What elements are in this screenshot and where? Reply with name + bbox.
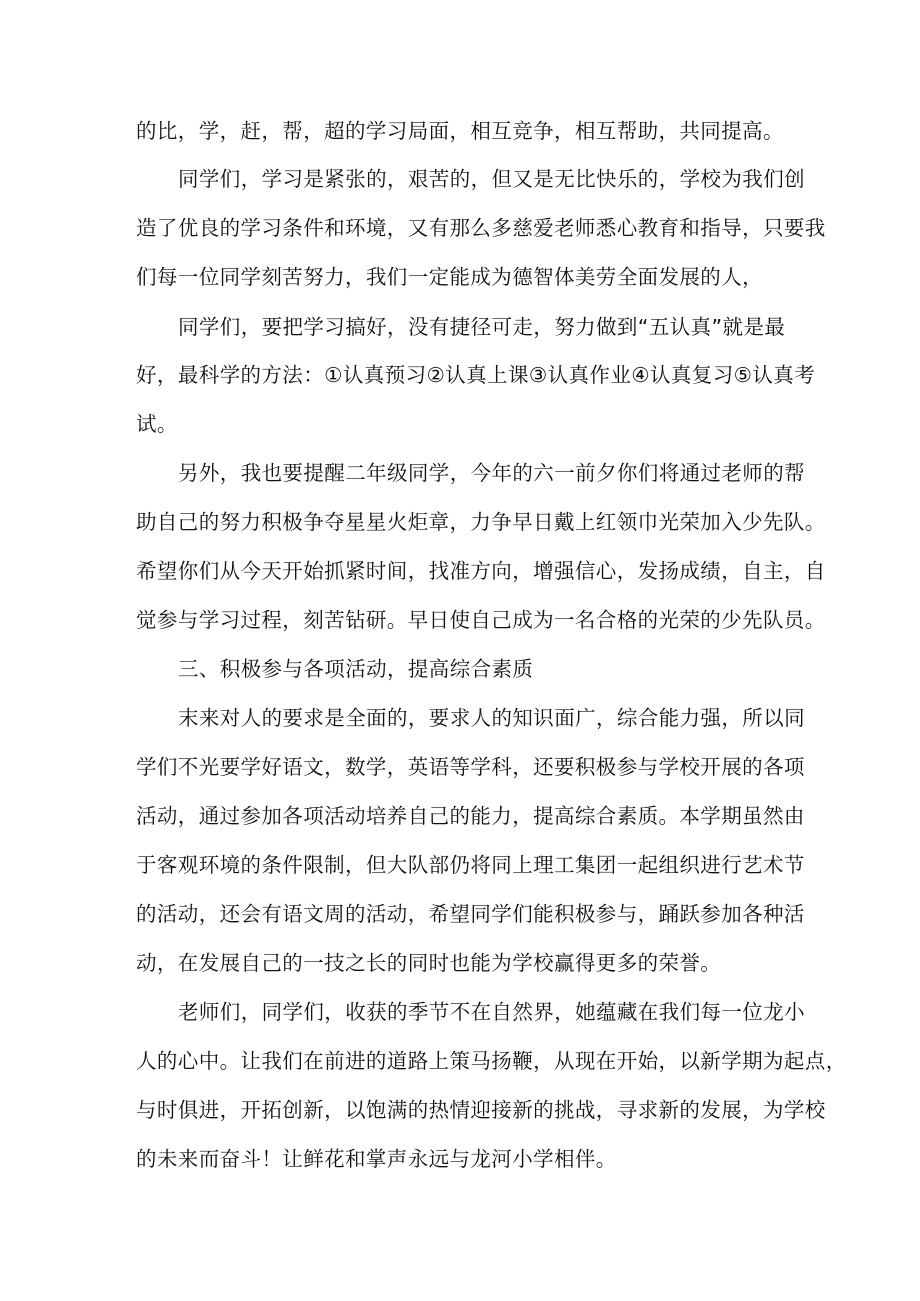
text-line: 好，最科学的方法：①认真预习②认真上课③认真作业④认真复习⑤认真考 <box>136 363 816 387</box>
text-line: 的比，学，赶，帮，超的学习局面，相互竞争，相互帮助，共同提高。 <box>136 119 784 143</box>
section-heading: 三、积极参与各项活动，提高综合素质 <box>178 657 534 681</box>
text-line: 希望你们从今天开始抓紧时间，找准方向，增强信心，发扬成绩，自主，自 <box>136 559 826 583</box>
text-line: 动，在发展自己的一技之长的同时也能为学校赢得更多的荣誉。 <box>136 951 722 975</box>
text-line: 末来对人的要求是全面的，要求人的知识面广，综合能力强，所以同 <box>178 706 805 730</box>
text-line: 同学们，学习是紧张的，艰苦的，但又是无比快乐的，学校为我们创 <box>178 167 805 191</box>
text-line: 人的心中。让我们在前进的道路上策马扬鞭，从现在开始，以新学期为起点， <box>136 1049 847 1073</box>
text-line: 与时俱进，开拓创新，以饱满的热情迎接新的挑战，寻求新的发展，为学校 <box>136 1098 826 1122</box>
text-line: 们每一位同学刻苦努力，我们一定能成为德智体美劳全面发展的人， <box>136 265 763 289</box>
text-line: 造了优良的学习条件和环境，又有那么多慈爱老师悉心教育和指导，只要我 <box>136 216 826 240</box>
text-line: 另外，我也要提醒二年级同学，今年的六一前夕你们将通过老师的帮 <box>178 461 805 485</box>
text-line: 觉参与学习过程，刻苦钻研。早日使自己成为一名合格的光荣的少先队员。 <box>136 608 826 632</box>
text-line: 的活动，还会有语文周的活动，希望同学们能积极参与，踊跃参加各种活 <box>136 902 805 926</box>
text-line: 活动，通过参加各项活动培养自己的能力，提高综合素质。本学期虽然由 <box>136 804 805 828</box>
text-line: 同学们，要把学习搞好，没有捷径可走，努力做到“五认真”就是最 <box>178 315 786 339</box>
text-line: 老师们，同学们，收获的季节不在自然界，她蕴藏在我们每一位龙小 <box>178 1000 805 1024</box>
text-line: 助自己的努力积极争夺星星火炬章，力争早日戴上红领巾光荣加入少先队。 <box>136 510 826 534</box>
text-line: 于客观环境的条件限制，但大队部仍将同上理工集团一起组织进行艺术节 <box>136 853 805 877</box>
text-line: 学们不光要学好语文，数学，英语等学科，还要积极参与学校开展的各项 <box>136 755 805 779</box>
text-line: 的未来而奋斗！让鲜花和掌声永远与龙河小学相伴。 <box>136 1147 617 1171</box>
text-line: 试。 <box>136 412 178 436</box>
